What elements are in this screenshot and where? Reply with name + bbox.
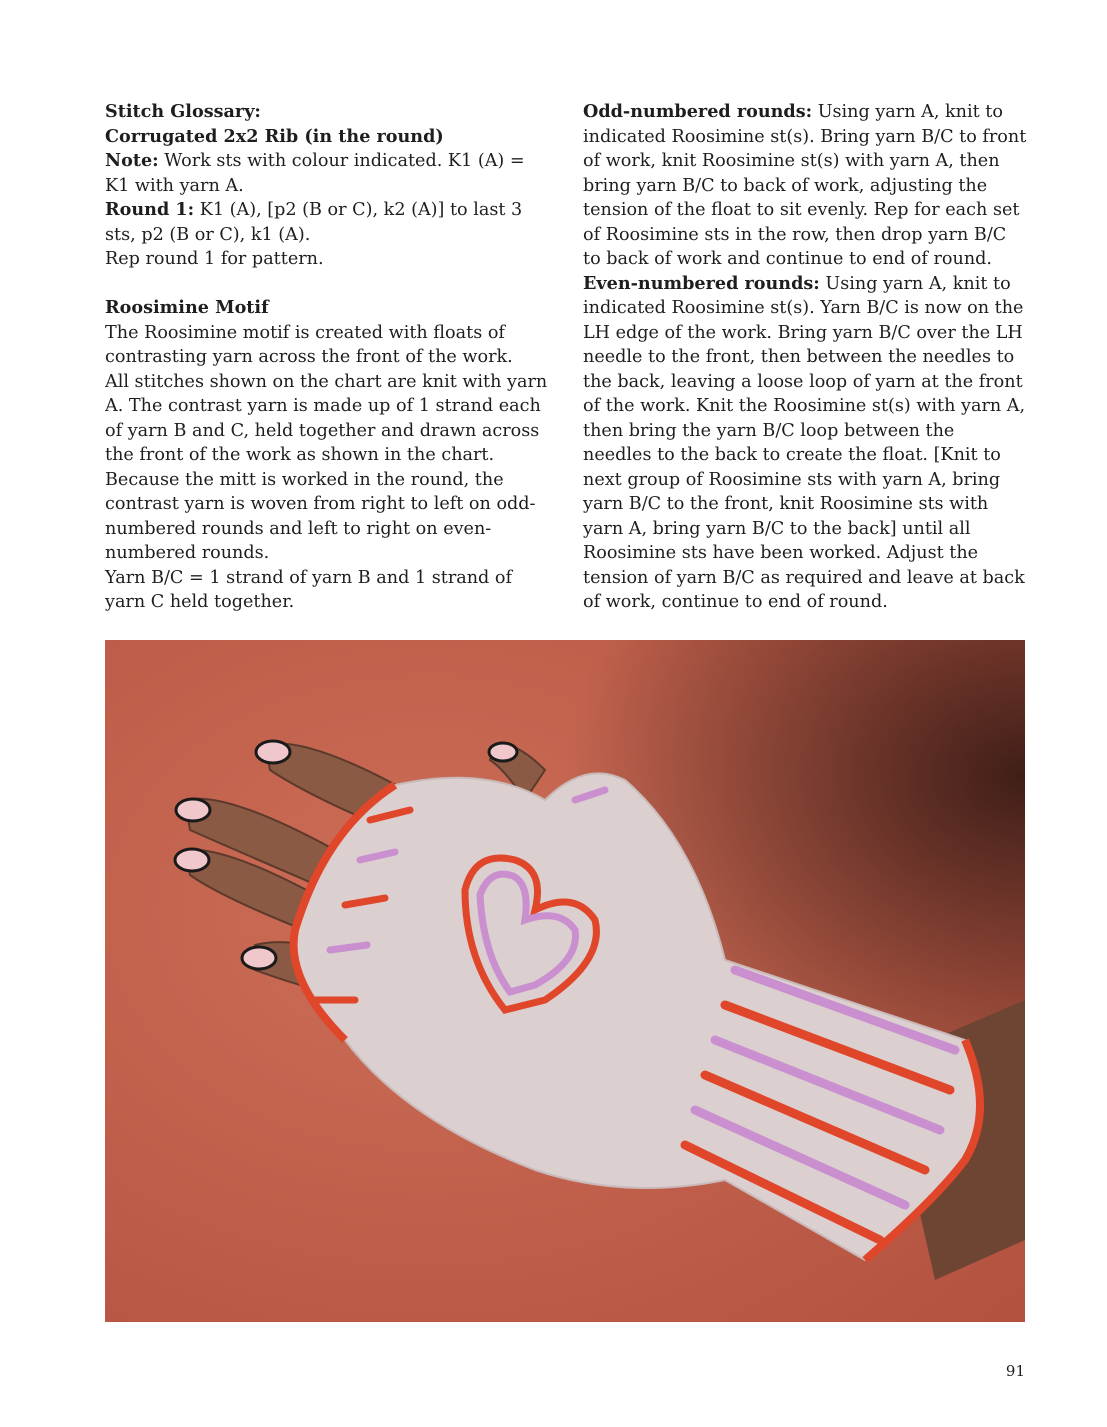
odd-rounds-paragraph xyxy=(583,100,1028,272)
glossary-heading: Stitch Glossary: xyxy=(105,101,261,122)
note-paragraph xyxy=(105,149,550,198)
even-rounds-label: Even-numbered rounds: xyxy=(583,272,820,294)
even-rounds-paragraph xyxy=(583,272,1028,615)
odd-rounds-label: Odd-numbered rounds: xyxy=(583,101,813,122)
round1-label: Round 1: xyxy=(105,199,195,220)
rib-heading: Corrugated 2x2 Rib (in the round) xyxy=(105,125,444,147)
rep-paragraph: Rep round 1 for pattern. xyxy=(105,249,324,269)
mitt-illustration xyxy=(105,640,1025,1322)
round1-paragraph xyxy=(105,198,550,247)
motif-paragraph-3: Yarn B/C = 1 strand of yarn B and 1 strand of yarn C held together. xyxy=(105,567,513,612)
right-column xyxy=(583,100,1028,615)
page-number: 91 xyxy=(1005,1362,1025,1380)
round1-text: K1 (A), [p2 (B or C), k2 (A)] to last 3 sts, p2 (B or C), k1 (A). xyxy=(105,200,523,245)
odd-rounds-text: Using yarn A, knit to indicated Roosimine st(s). Bring yarn B/C to front of work, knit Roosimine st(s) with yarn A, then bring yarn B/C to back of work, adjusting the tension of the float to sit evenly. Rep for each set of Roosimine sts in the row, then drop yarn B/C to back of work and continue to end of round. xyxy=(583,102,1027,269)
motif-paragraph-2: All stitches shown on the chart are knit with yarn A. The contrast yarn is made up of 1 strand each of yarn B and C, held together and drawn across the front of the work as shown in the chart. Because the mitt is worked in the round, the contrast yarn is woven from right to left on odd-numbered rounds and left to right on even-numbered rounds. xyxy=(105,371,548,563)
left-column xyxy=(105,100,550,615)
motif-paragraph-1: The Roosimine motif is created with floats of contrasting yarn across the front of the work. xyxy=(105,322,513,367)
motif-heading: Roosimine Motif xyxy=(105,297,269,318)
note-label: Note: xyxy=(105,150,159,171)
even-rounds-text: Using yarn A, knit to indicated Roosimine st(s). Yarn B/C is now on the LH edge of the work. Bring yarn B/C over the LH needle to the front, then between the needles to the back, leaving a loose loop of yarn at the front of the work. Knit the Roosimine st(s) with yarn A, then bring the yarn B/C loop between the needles to the back to create the float. [Knit to next group of Roosimine sts with yarn A, bring yarn B/C to the front, knit Roosimine sts with yarn A, bring yarn B/C to the back] until all Roosimine sts have been worked. Adjust the tension of yarn B/C as required and leave at back of work, continue to end of round. xyxy=(583,273,1026,612)
note-text: Work sts with colour indicated. K1 (A) = K1 with yarn A. xyxy=(105,151,525,196)
mitt-photo xyxy=(105,640,1025,1322)
